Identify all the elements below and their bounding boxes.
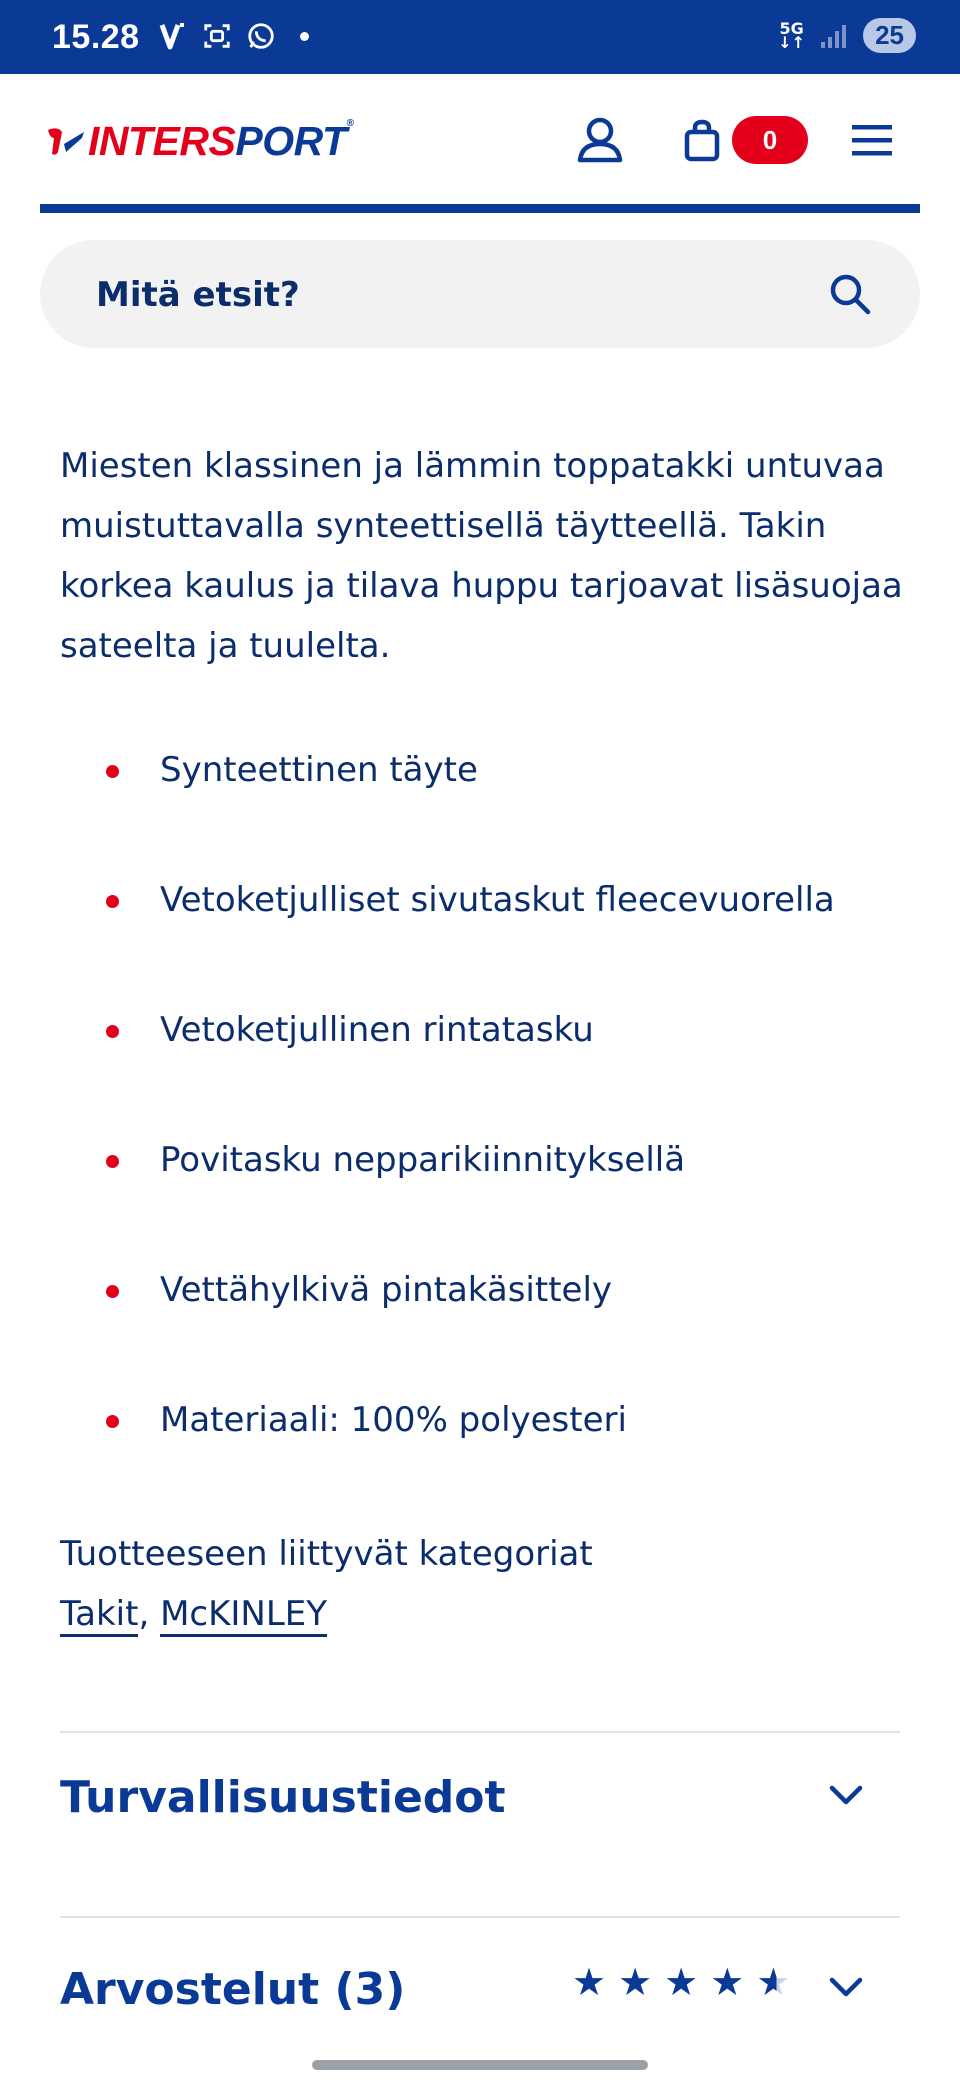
- related-categories-title: Tuotteeseen liittyvät kategoriat: [60, 1534, 593, 1574]
- v-app-icon: [158, 20, 188, 52]
- product-description: Miesten klassinen ja lämmin toppatakki untuvaa muistuttavalla synteettisellä täytteellä. Takin korkea kaulus ja tilava huppu tarjoavat lisäsuojaa sateelta ja tuulelta.: [60, 446, 903, 666]
- divider: [60, 1916, 900, 1918]
- notification-icons: [158, 20, 309, 52]
- bullet-icon: [106, 765, 119, 778]
- logo-text-blue: PORT: [235, 118, 347, 164]
- whatsapp-icon: [246, 20, 276, 52]
- accordion-safety-info[interactable]: Turvallisuustiedot: [60, 1772, 506, 1823]
- logo-text-red: INTERS: [88, 118, 236, 164]
- link-separator: ,: [138, 1594, 161, 1634]
- list-item: Vetoketjulliset sivutaskut fleecevuorella: [60, 870, 920, 1000]
- system-icons: [778, 18, 916, 53]
- menu-button[interactable]: [842, 110, 902, 170]
- hamburger-menu-icon: [850, 120, 894, 160]
- chevron-down-icon[interactable]: [826, 1782, 866, 1810]
- header-divider: [40, 204, 920, 213]
- accordion-reviews[interactable]: Arvostelut (3): [60, 1964, 406, 2015]
- account-button[interactable]: [570, 110, 630, 170]
- star-icon: ★: [664, 1960, 699, 2004]
- screenshot-icon: [202, 20, 232, 52]
- cart-count-badge[interactable]: 0: [732, 116, 808, 164]
- divider: [60, 1731, 900, 1733]
- user-icon: [575, 116, 625, 164]
- battery-indicator: 25: [863, 18, 916, 53]
- chevron-down-icon[interactable]: [826, 1974, 866, 2002]
- category-link-mckinley[interactable]: McKINLEY: [160, 1594, 327, 1637]
- more-notifications-dot: [300, 32, 309, 41]
- network-5g-icon: 5G ↓↑: [778, 18, 806, 52]
- search-icon[interactable]: [828, 272, 872, 316]
- feature-list: [60, 740, 920, 1520]
- status-bar: [0, 0, 960, 74]
- list-item: Vettähylkivä pintakäsittely: [60, 1260, 920, 1390]
- category-link-takit[interactable]: Takit: [60, 1594, 138, 1637]
- intersport-logo-mark-icon: [44, 122, 86, 162]
- list-item: Povitasku nepparikiinnityksellä: [60, 1130, 920, 1260]
- bullet-icon: [106, 1025, 119, 1038]
- list-item: Synteettinen täyte: [60, 740, 920, 870]
- bullet-icon: [106, 1285, 119, 1298]
- intersport-logo[interactable]: [44, 118, 353, 165]
- star-icon: ★: [618, 1960, 653, 2004]
- bullet-icon: [106, 895, 119, 908]
- search-bar[interactable]: [40, 240, 920, 348]
- shopping-bag-icon: [682, 118, 722, 162]
- list-item: Materiaali: 100% polyesteri: [60, 1390, 920, 1520]
- status-time: 15.28: [52, 18, 140, 56]
- bullet-icon: [106, 1155, 119, 1168]
- signal-icon: [819, 22, 849, 50]
- search-input[interactable]: [94, 264, 798, 326]
- logo-registered: ®: [346, 118, 354, 129]
- bullet-icon: [106, 1415, 119, 1428]
- cart-button[interactable]: [672, 110, 732, 170]
- star-icon: ★: [710, 1960, 745, 2004]
- site-header: [40, 100, 920, 180]
- list-item: Vetoketjullinen rintatasku: [60, 1000, 920, 1130]
- related-categories-links: [60, 1584, 327, 1644]
- star-icon: ★: [572, 1960, 607, 2004]
- home-indicator[interactable]: [312, 2060, 648, 2070]
- rating-stars: [572, 1962, 790, 2002]
- star-half-icon: ★: [756, 1960, 791, 2004]
